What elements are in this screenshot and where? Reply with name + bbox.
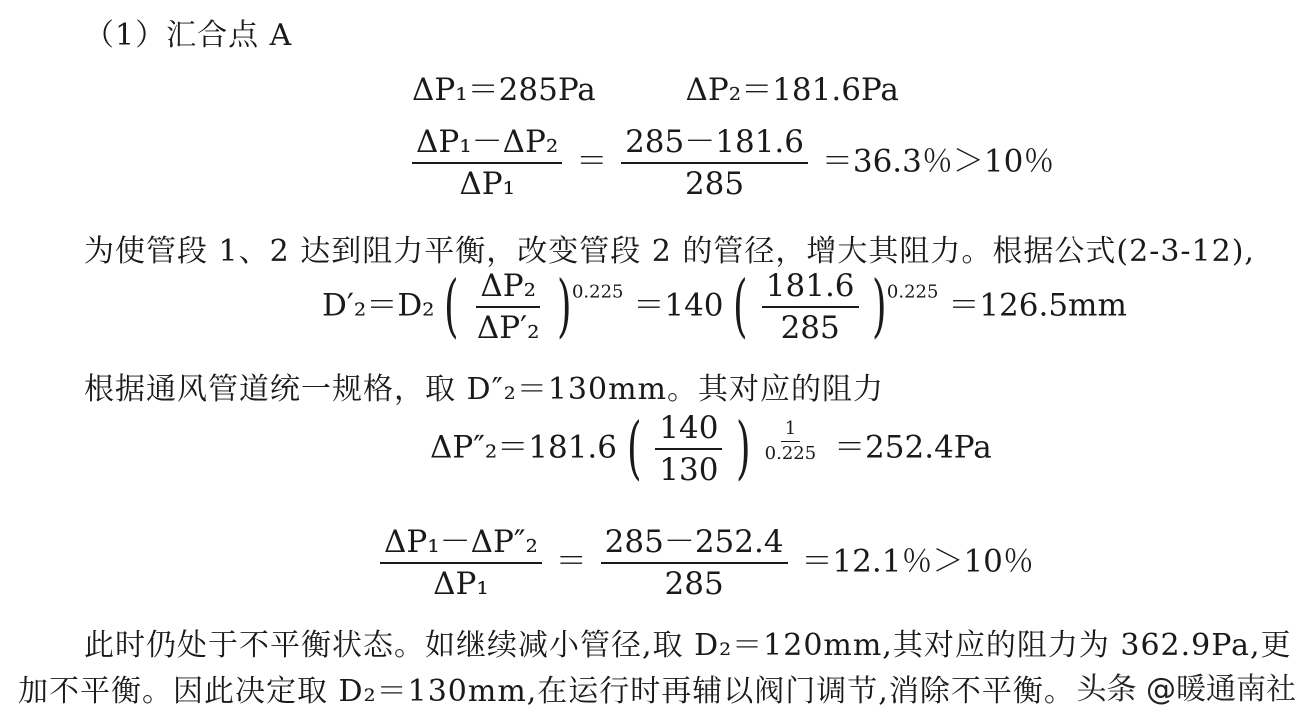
eq3-exponent-2: 0.225	[886, 281, 939, 303]
eq5-numerator: ΔP₁－ΔP″₂	[380, 524, 542, 564]
eq3-numerator: ΔP₂	[476, 268, 540, 308]
eq4-lhs: ΔP″₂＝181.6	[430, 429, 617, 466]
paragraph-conclusion-line-2: 加不平衡。因此决定取 D₂＝130mm,在运行时再辅以阀门调节,消除不平衡。	[18, 674, 1075, 709]
eq1-left: ΔP₁＝285Pa	[412, 72, 596, 108]
equation-imbalance-2: $\frac{\text{ΔP₁－ΔP″₂}}{\text{ΔP₁}}$ ＝ $\frac{285-252.4}{285}$ ＝12.1％＞10％	[376, 524, 1034, 602]
eq2-denominator: ΔP₁	[459, 166, 516, 202]
eq3-exponent: 0.225	[571, 281, 624, 303]
equation-imbalance-1: $\frac{\text{ΔP₁－ΔP₂}}{\text{ΔP₁}}$ ＝ $\frac{285-181.6}{285}$ ＝36.3％＞10％	[408, 124, 1054, 202]
eq3-result: ＝126.5mm	[948, 287, 1127, 324]
paragraph-balance-method: 为使管段 1、2 达到阻力平衡，改变管段 2 的管径，增大其阻力。根据公式(2-3-12),	[84, 234, 1255, 269]
eq4-exponent-numerator: 1	[781, 419, 800, 442]
paragraph-conclusion-line-1: 此时仍处于不平衡状态。如继续减小管径,取 D₂＝120mm,其对应的阻力为 362.9Pa,更	[84, 628, 1292, 663]
eq5-fraction-2	[601, 524, 788, 602]
equation-diameter-calc: D′₂＝D₂ ( $\frac{\text{ΔP₂}}{\text{ΔP′₂}}$ )$^{0.225}$ ＝140 ( $\frac{181.6}{285}$ )$^{0.225}$ ＝126.5mm	[322, 267, 1127, 346]
section-heading: （1）汇合点 A	[84, 18, 293, 53]
equation-pressure-values	[412, 64, 899, 109]
watermark: 头条 @暖通南社	[1076, 672, 1296, 707]
eq3-lhs: D′₂＝D₂	[322, 287, 435, 324]
eq2-result: ＝36.3％＞10％	[821, 143, 1055, 180]
eq2-numerator: ΔP₁－ΔP₂	[412, 124, 562, 164]
eq2-fraction-2	[621, 124, 808, 202]
eq5-result: ＝12.1％＞10％	[801, 543, 1034, 580]
eq2-denominator-values: 285	[684, 166, 745, 202]
eq5-denominator: ΔP₁	[433, 566, 489, 602]
eq3-mid: ＝140	[633, 287, 724, 324]
eq3-fraction-1	[473, 268, 544, 346]
eq5-denominator-values: 285	[664, 566, 724, 602]
equation-new-resistance: ΔP″₂＝181.6 ( $\frac{140}{130}$ ) $\frac{1}{0.225}$ ＝252.4Pa	[430, 409, 992, 488]
eq4-exponent-denominator: 0.225	[764, 442, 817, 464]
eq4-exponent-fraction	[761, 419, 821, 464]
eq4-denominator: 130	[659, 452, 719, 488]
eq1-right: ΔP₂＝181.6Pa	[685, 72, 899, 108]
eq4-fraction	[655, 410, 722, 488]
eq3-denominator-values: 285	[780, 310, 840, 346]
paragraph-standard-size: 根据通风管道统一规格，取 D″₂＝130mm。其对应的阻力	[84, 372, 884, 407]
eq3-denominator: ΔP′₂	[476, 310, 540, 346]
eq3-fraction-2	[762, 268, 859, 346]
eq3-numerator-values: 181.6	[762, 268, 859, 308]
eq4-result: ＝252.4Pa	[834, 429, 992, 466]
eq2-fraction-1	[412, 124, 562, 202]
eq4-numerator: 140	[655, 410, 722, 450]
eq5-fraction-1	[380, 524, 542, 602]
eq2-numerator-values: 285－181.6	[621, 124, 808, 164]
eq5-numerator-values: 285－252.4	[601, 524, 788, 564]
